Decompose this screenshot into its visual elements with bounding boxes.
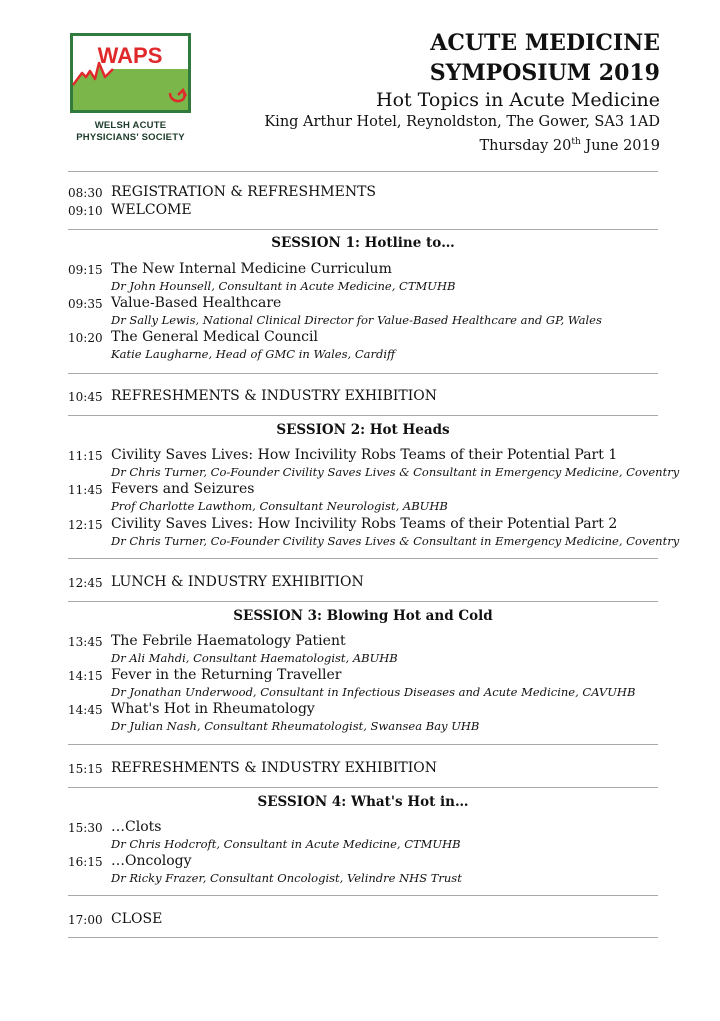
talk-title: Fevers and Seizures: [111, 481, 255, 497]
divider: [68, 229, 658, 230]
talk-title: Civility Saves Lives: How Incivility Robs Teams of their Potential Part 1: [111, 447, 618, 463]
event-date: Thursday 20th June 2019: [479, 137, 660, 154]
agenda-time: 11:45: [68, 483, 103, 497]
logo-caption-line2: PHYSICIANS' SOCIETY: [76, 132, 185, 143]
divider: [68, 373, 658, 374]
talk-speaker: Dr Sally Lewis, National Clinical Director for Value-Based Healthcare and GP, Wales: [111, 313, 602, 327]
agenda-time: 17:00: [68, 913, 103, 927]
divider: [68, 895, 658, 896]
agenda-time: 09:15: [68, 263, 103, 277]
session-heading-3: SESSION 3: Blowing Hot and Cold: [233, 608, 493, 624]
agenda-time: 08:30: [68, 186, 103, 200]
agenda-time: 14:45: [68, 703, 103, 717]
talk-title: The Febrile Haematology Patient: [111, 633, 346, 649]
agenda-title: REGISTRATION & REFRESHMENTS: [111, 184, 377, 200]
divider: [68, 937, 658, 938]
divider: [68, 787, 658, 788]
agenda-time: 11:15: [68, 449, 103, 463]
divider: [68, 415, 658, 416]
session-heading-1: SESSION 1: Hotline to…: [271, 235, 455, 251]
talk-speaker: Prof Charlotte Lawthom, Consultant Neurologist, ABUHB: [111, 499, 448, 513]
subtitle: Hot Topics in Acute Medicine: [376, 89, 660, 111]
agenda-time: 13:45: [68, 635, 103, 649]
divider: [68, 601, 658, 602]
agenda-title: CLOSE: [111, 911, 163, 927]
talk-title: Civility Saves Lives: How Incivility Robs Teams of their Potential Part 2: [111, 516, 618, 532]
session-heading-4: SESSION 4: What's Hot in…: [257, 794, 469, 810]
agenda-time: 12:15: [68, 518, 103, 532]
divider: [68, 744, 658, 745]
talk-speaker: Dr Ali Mahdi, Consultant Haematologist, ABUHB: [111, 651, 398, 665]
talk-title: Value-Based Healthcare: [111, 295, 282, 311]
talk-title: …Oncology: [111, 853, 192, 869]
agenda-title: WELCOME: [111, 202, 192, 218]
title-line2: SYMPOSIUM 2019: [429, 60, 660, 86]
logo-caption-line1: WELSH ACUTE: [94, 120, 167, 131]
talk-speaker: Dr Chris Turner, Co-Founder Civility Saves Lives & Consultant in Emergency Medicine, Coventry: [111, 465, 680, 479]
talk-speaker: Katie Laugharne, Head of GMC in Wales, Cardiff: [111, 347, 396, 361]
agenda-time: 15:15: [68, 762, 103, 776]
agenda-time: 10:45: [68, 390, 103, 404]
agenda-title: LUNCH & INDUSTRY EXHIBITION: [111, 574, 364, 590]
talk-speaker: Dr John Hounsell, Consultant in Acute Medicine, CTMUHB: [111, 279, 456, 293]
talk-title: The New Internal Medicine Curriculum: [111, 261, 392, 277]
agenda-time: 15:30: [68, 821, 103, 835]
logo-caption: [60, 120, 201, 144]
divider: [68, 171, 658, 172]
logo-acronym: WAPS: [97, 43, 163, 68]
agenda-time: 12:45: [68, 576, 103, 590]
talk-speaker: Dr Jonathan Underwood, Consultant in Infectious Diseases and Acute Medicine, CAVUHB: [111, 685, 636, 699]
document-header: [264, 28, 660, 156]
talk-speaker: Dr Chris Hodcroft, Consultant in Acute Medicine, CTMUHB: [111, 837, 461, 851]
agenda-time: 14:15: [68, 669, 103, 683]
title-line1: ACUTE MEDICINE: [430, 30, 660, 56]
talk-title: …Clots: [111, 819, 162, 835]
talk-speaker: Dr Julian Nash, Consultant Rheumatologist, Swansea Bay UHB: [111, 719, 480, 733]
agenda-time: 09:10: [68, 204, 103, 218]
waps-logo: [70, 33, 191, 113]
talk-speaker: Dr Chris Turner, Co-Founder Civility Saves Lives & Consultant in Emergency Medicine, Coventry: [111, 534, 680, 548]
session-heading-2: SESSION 2: Hot Heads: [276, 422, 450, 438]
agenda-time: 16:15: [68, 855, 103, 869]
venue: King Arthur Hotel, Reynoldston, The Gower, SA3 1AD: [264, 114, 660, 130]
agenda-title: REFRESHMENTS & INDUSTRY EXHIBITION: [111, 388, 438, 404]
talk-title: The General Medical Council: [111, 329, 318, 345]
agenda-title: REFRESHMENTS & INDUSTRY EXHIBITION: [111, 760, 438, 776]
agenda-time: 09:35: [68, 297, 103, 311]
talk-title: What's Hot in Rheumatology: [111, 701, 315, 717]
agenda-time: 10:20: [68, 331, 103, 345]
talk-speaker: Dr Ricky Frazer, Consultant Oncologist, Velindre NHS Trust: [111, 871, 462, 885]
divider: [68, 558, 658, 559]
talk-title: Fever in the Returning Traveller: [111, 667, 342, 683]
